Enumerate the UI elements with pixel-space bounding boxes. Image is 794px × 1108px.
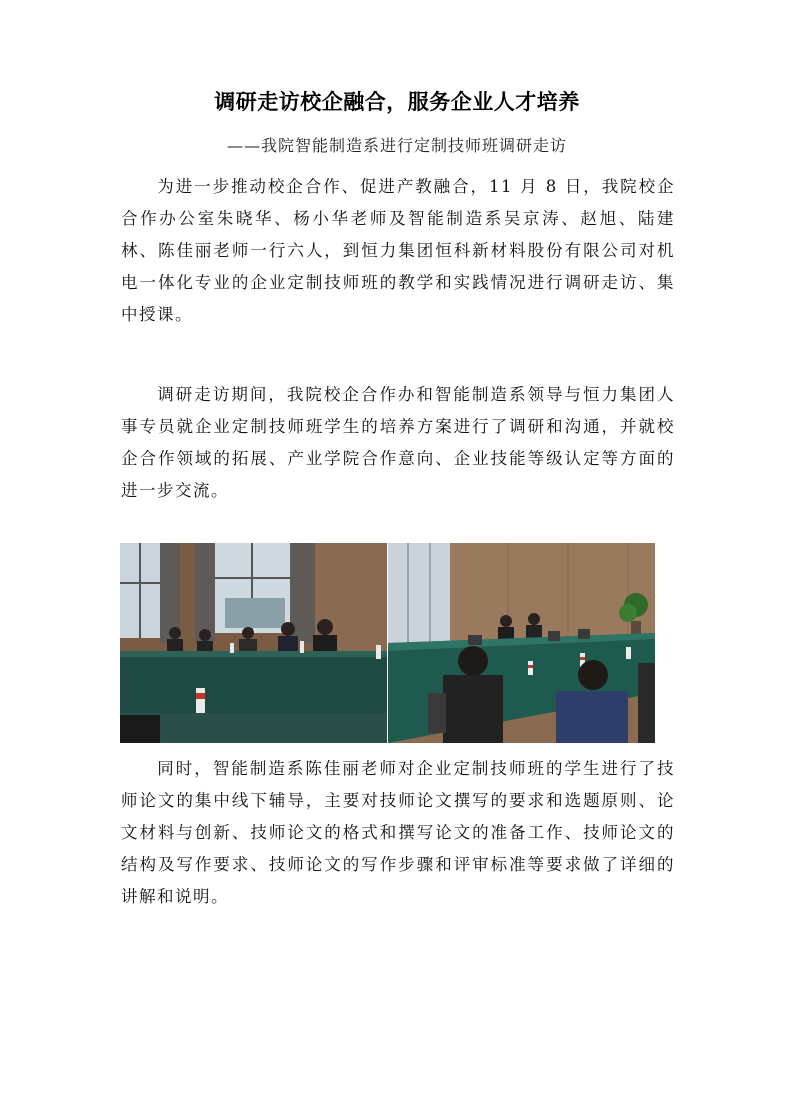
meeting-photo-left (120, 543, 387, 743)
paragraph-3: 同时，智能制造系陈佳丽老师对企业定制技师班的学生进行了技师论文的集中线下辅导，主要对技师论文撰写的要求和选题原则、论文材料与创新、技师论文的格式和撰写论文的准备工作、技师论文的结构及写作要求、技师论文的写作步骤和评审标准等要求做了详细的讲解和说明。 (121, 759, 675, 906)
paragraph-1: 为进一步推动校企合作、促进产教融合，11 月 8 日，我院校企合作办公室朱晓华、杨小华老师及智能制造系吴京涛、赵旭、陆建林、陈佳丽老师一行六人，到恒力集团恒科新材料股份有限公司对机电一体化专业的企业定制技师班的教学和实践情况进行调研走访、集中授课。 (121, 177, 675, 324)
paragraph-2: 调研走访期间，我院校企合作办和智能制造系领导与恒力集团人事专员就企业定制技师班学生的培养方案进行了调研和沟通，并就校企合作领域的拓展、产业学院合作意向、企业技能等级认定等方面的进一步交流。 (121, 385, 675, 500)
article-title: 调研走访校企融合，服务企业人才培养 (214, 90, 580, 114)
meeting-photo-right (388, 543, 655, 743)
article-subtitle: ——我院智能制造系进行定制技师班调研走访 (226, 136, 567, 155)
